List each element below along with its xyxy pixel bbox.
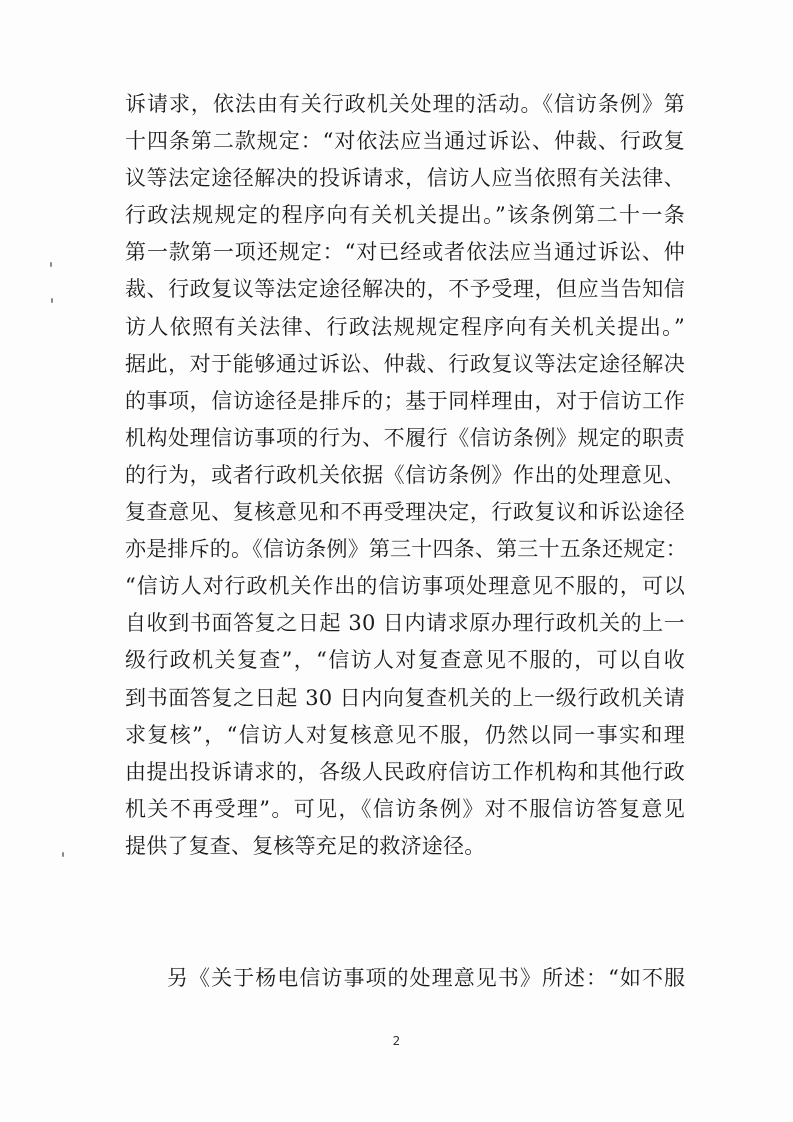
text-line: 级行政机关复查”，“信访人对复查意见不服的，可以自收: [125, 648, 685, 673]
text-line: 亦是排斥的。《信访条例》第三十四条、第三十五条还规定：: [125, 537, 687, 562]
body-paragraph-2: [125, 960, 685, 997]
text-line: 第一款第一项还规定：“对已经或者依法应当通过诉讼、仲: [125, 240, 685, 265]
text-line: 自收到书面答复之日起 30 日内请求原办理行政机关的上一: [125, 611, 685, 636]
scan-mark: [51, 298, 53, 303]
text-line: “信访人对行政机关作出的信访事项处理意见不服的，可以: [125, 574, 685, 599]
text-line: 机关不再受理”。可见，《信访条例》对不服信访答复意见: [125, 796, 685, 821]
scan-mark: [62, 852, 64, 857]
text-line: 访人依照有关法律、行政法规规定程序向有关机关提出。”: [125, 314, 685, 339]
text-line: 到书面答复之日起 30 日内向复查机关的上一级行政机关请: [125, 685, 685, 710]
text-line: 据此，对于能够通过诉讼、仲裁、行政复议等法定途径解决: [125, 351, 685, 376]
text-line: 由提出投诉请求的，各级人民政府信访工作机构和其他行政: [125, 759, 685, 784]
text-line: 十四条第二款规定：“对依法应当通过诉讼、仲裁、行政复: [125, 129, 685, 154]
text-line: 的事项，信访途径是排斥的；基于同样理由，对于信访工作: [125, 388, 685, 413]
text-line: 复查意见、复核意见和不再受理决定，行政复议和诉讼途径: [125, 500, 685, 525]
text-line: 求复核”，“信访人对复核意见不服，仍然以同一事实和理: [125, 722, 685, 747]
text-line: 的行为，或者行政机关依据《信访条例》作出的处理意见、: [125, 462, 685, 487]
text-line: 另《关于杨电信访事项的处理意见书》所述：“如不服: [167, 966, 685, 990]
body-paragraph-1: [125, 86, 685, 865]
text-line: 提供了复查、复核等充足的救济途径。: [125, 833, 486, 858]
text-line: 机构处理信访事项的行为、不履行《信访条例》规定的职责: [125, 425, 685, 450]
page-number: 2: [392, 1034, 401, 1048]
text-line: 裁、行政复议等法定途径解决的，不予受理，但应当告知信: [125, 277, 685, 302]
text-line: 诉请求，依法由有关行政机关处理的活动。《信访条例》第: [125, 92, 685, 116]
text-line: 行政法规规定的程序向有关机关提出。”该条例第二十一条: [125, 203, 685, 228]
scan-mark: [50, 262, 52, 267]
text-line: 议等法定途径解决的投诉请求，信访人应当依照有关法律、: [125, 166, 685, 191]
